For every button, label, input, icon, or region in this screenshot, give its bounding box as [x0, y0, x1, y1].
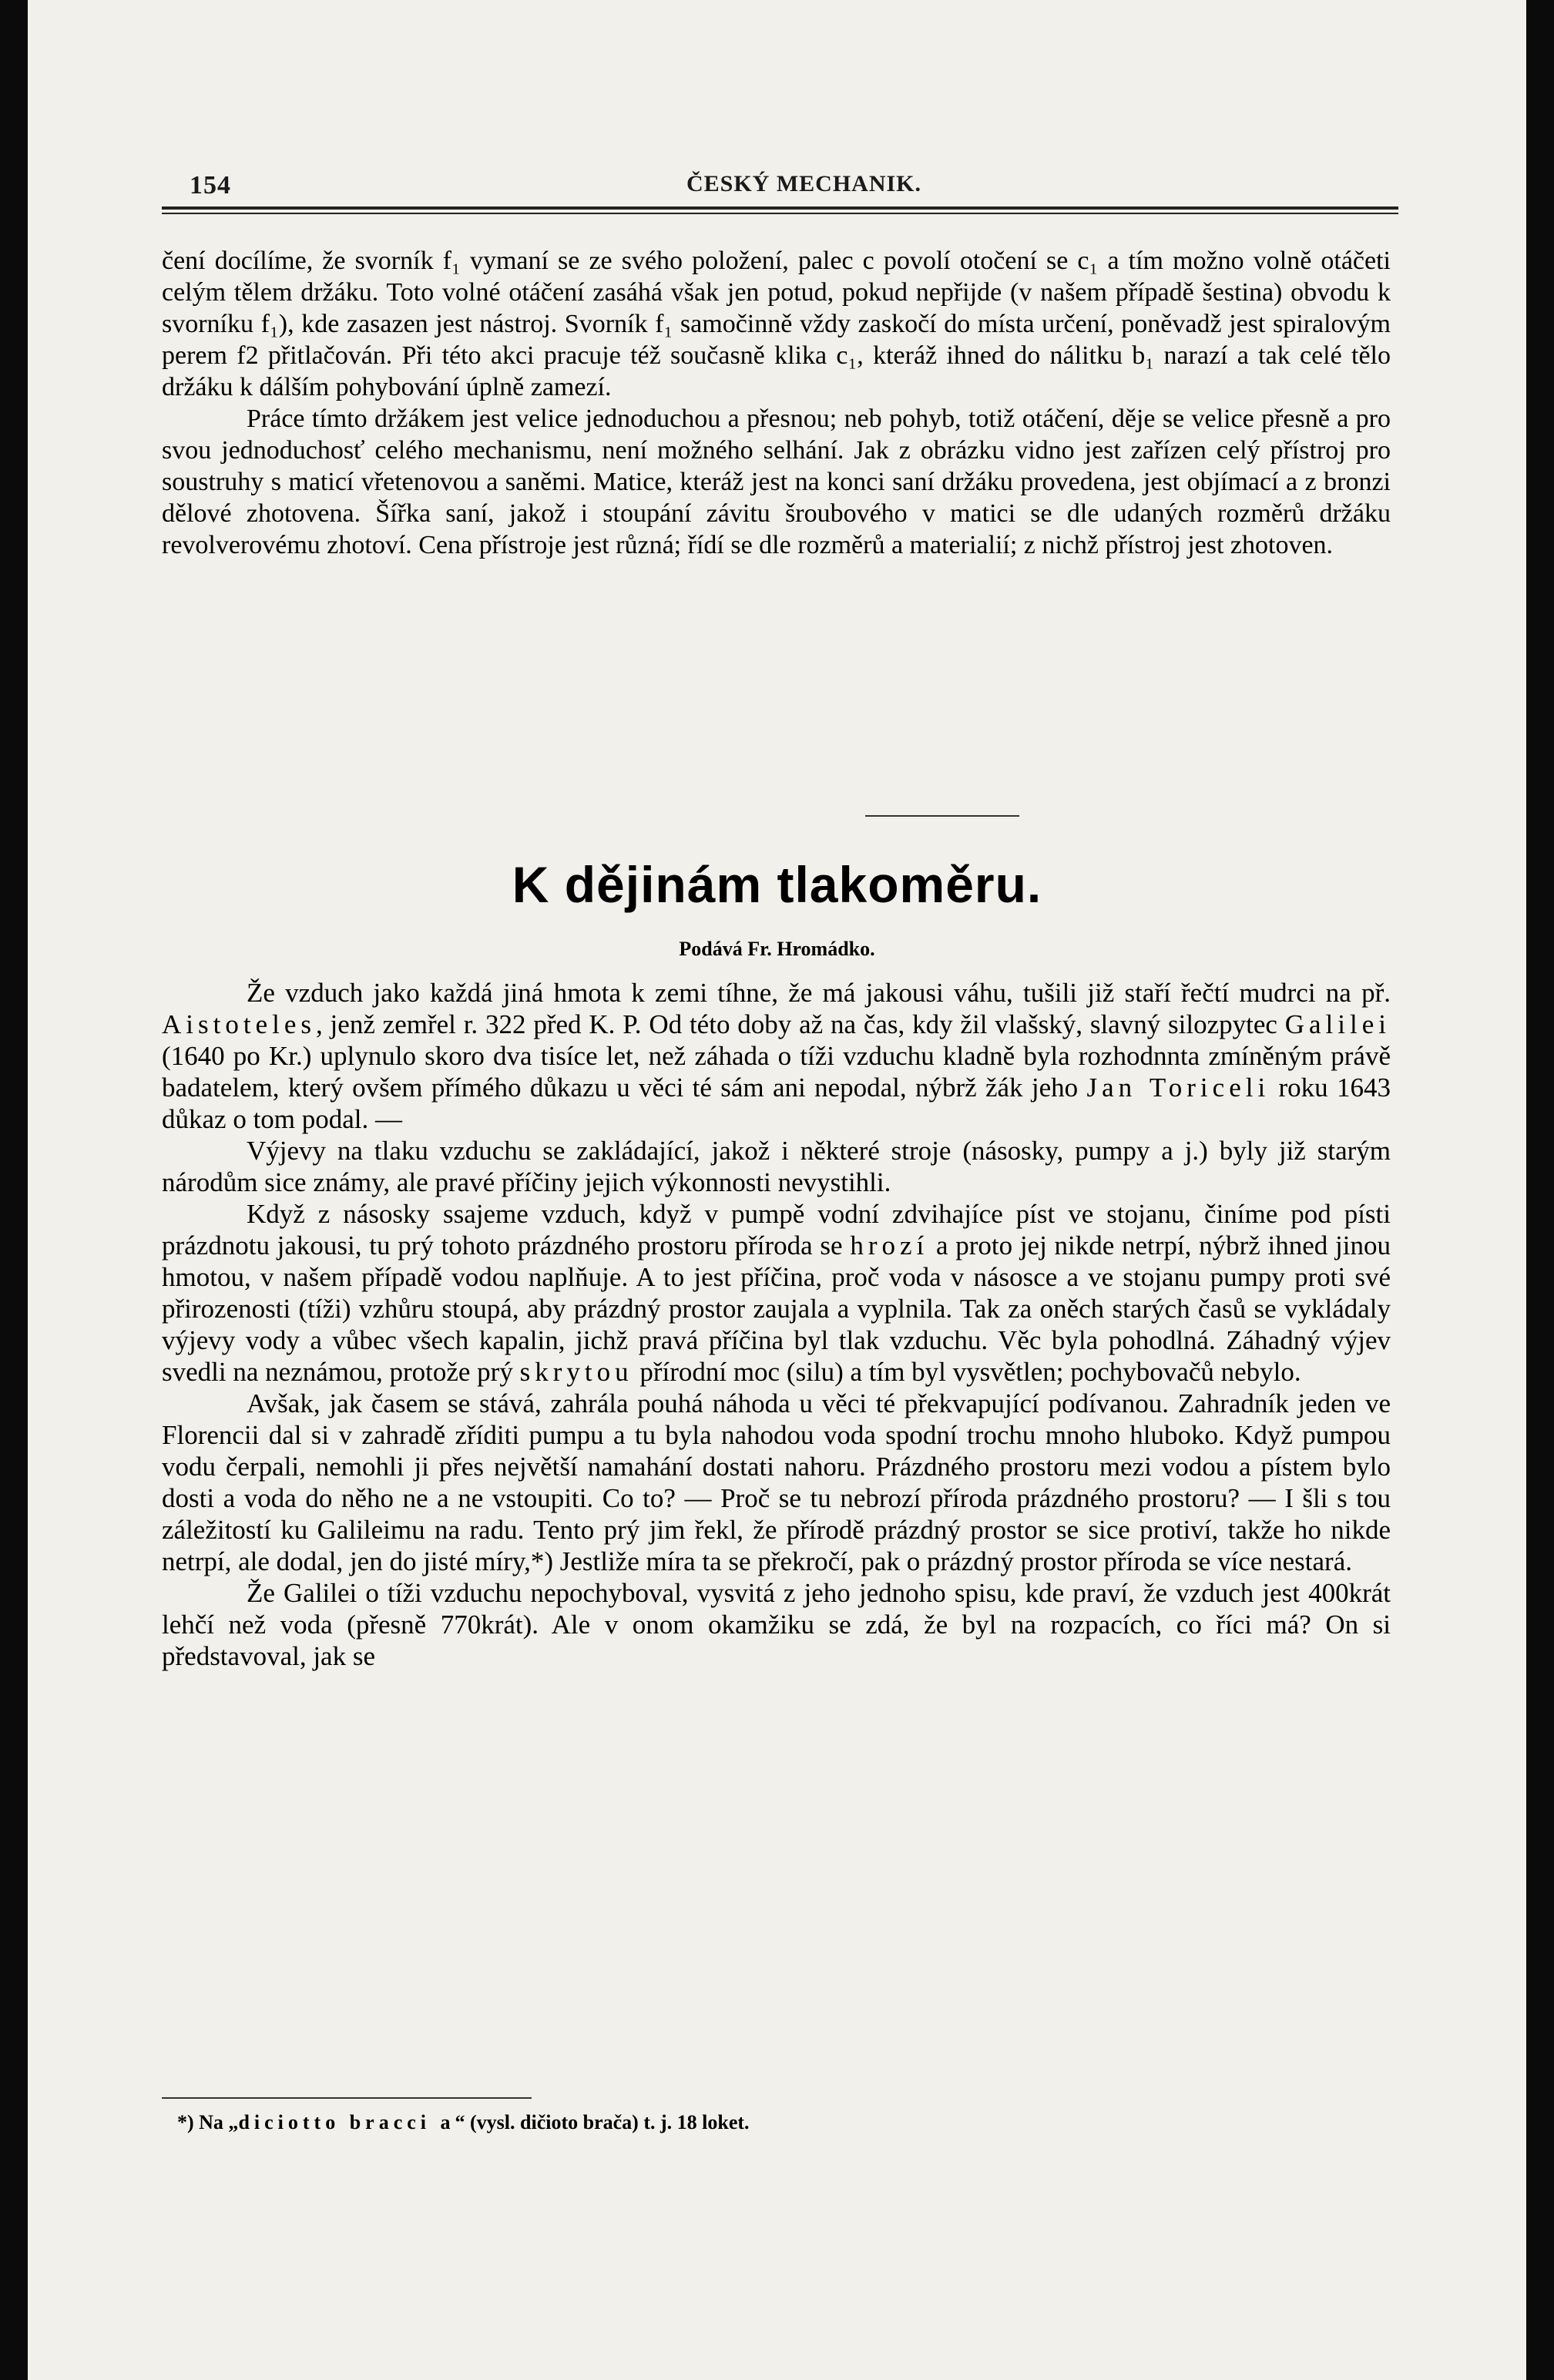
header-rule-thin	[162, 213, 1398, 214]
paragraph: Výjevy na tlaku vzduchu se zakládající, jakož i některé stroje (násosky, pumpy a j.) byly již starým národům sice známy, ale pravé příčiny jejich výkonnosti nevystihli.	[162, 1136, 1391, 1197]
paragraph: Že Galilei o tíži vzduchu nepochyboval, vysvitá z jeho jednoho spisu, kde praví, že vzduch jest 400krát lehčí než voda (přesně 770krát). Ale v onom okamžiku se zdá, že byl na rozpacích, co říci má? On si představoval, jak se	[162, 1578, 1391, 1671]
name-galilei: Galilei	[1284, 1009, 1391, 1039]
header-rule-thick	[162, 206, 1398, 210]
article-title: K dějinám tlakoměru.	[512, 856, 1042, 913]
paragraph: Avšak, jak časem se stává, zahrála pouhá náhoda u věci té překvapující podívanou. Zahradník jeden ve Florencii dal si v zahradě zříditi pumpu a tu byla nahodou voda spodní trochu mnoho hluboko. Když pumpou vodu čerpali, nemohli ji přes největší namahání dostati nahoru. Prázdného prostoru mezi vodou a pístem bylo dosti a voda do něho ne a ne vstoupiti. Co to? — Proč se tu nebrozí příroda prázdného prostoru? — I šli s tou záležitostí ku Galileimu na radu. Tento prý jim řekl, že přírodě prázdný prostor se sice protiví, takže ho nikde netrpí, ale dodal, jen do jisté míry,*) Jestliže míra ta se překročí, pak o prázdný prostor příroda se více nestará.	[162, 1388, 1391, 1576]
name-aistoteles: Aistoteles	[162, 1009, 316, 1039]
page-header	[190, 171, 1418, 202]
footnote-rule	[162, 2097, 532, 2099]
name-toriceli: Jan Toriceli	[1086, 1073, 1270, 1103]
paragraph: Když z násosky ssajeme vzduch, když v pumpě vodní zdvihajíce píst ve stojanu, činíme pod písti prázdnotu jakousi, tu prý tohoto prázdného prostoru příroda se hrozí a proto jej nikde netrpí, nýbrž ihned jinou hmotou, v našem případě vodou naplňuje. A to jest příčina, proč voda v násosce a ve stojanu pumpy proti své přirozenosti (tíži) vzhůru stoupá, aby prázdný prostor zaujala a vyplnila. Tak za oněch starých časů se vykládaly výjevy vody a vůbec všech kapalin, jichž pravá příčina byl tlak vzduchu. Věc byla pohodlná. Záhadný výjev svedli na neznámou, protože prý skrytou přírodní moc (silu) a tím byl vysvětlen; pochybovačů nebylo.	[162, 1199, 1391, 1387]
section-divider	[865, 815, 1019, 817]
page-number: 154	[190, 171, 231, 200]
paragraph: Práce tímto držákem jest velice jednoduchou a přesnou; neb pohyb, totiž otáčení, děje se velice přesně a pro svou jednoduchosť celého mechanismu, není možného selhání. Jak z obrázku vidno jest zařízen celý přístroj pro soustruhy s maticí vřetenovou a saněmi. Matice, kteráž jest na konci saní držáku provedena, jest objímací a z bronzi dělové zhotovena. Šířka saní, jakož i stoupání závitu šroubového v matici se dle udaných rozměrů držáku revolverovému zhotoví. Cena přístroje jest různá; řídí se dle rozměrů a materialií; z nichž přístroj jest zhotoven.	[162, 404, 1391, 559]
paragraph: Že vzduch jako každá jiná hmota k zemi tíhne, že má jakousi váhu, tušili již staří řečtí mudrci na př. Aistoteles, jenž zemřel r. 322 před K. P. Od této doby až na čas, kdy žil vlašský, slavný silozpytec Galilei (1640 po Kr.) uplynulo skoro dva tisíce let, než záhada o tíži vzduchu kladně byla rozhodnnta zmíněným právě badatelem, který ovšem přímého důkazu u věci té sám ani nepodal, nýbrž žák jeho Jan Toriceli roku 1643 důkaz o tom podal. —	[162, 978, 1391, 1134]
article-byline: Podává Fr. Hromádko.	[679, 938, 875, 960]
continued-text	[162, 245, 1391, 561]
footnote: *) Na „diciotto bracci a“ (vysl. dičioto brača) t. j. 18 loket.	[177, 2111, 750, 2133]
paragraph: čení docílíme, že svorník f₁ vymaní se ze svého položení, palec c povolí otočení se c₁ a tím možno volně otáčeti celým tělem držáku. Toto volné otáčení zasáhá však jen potud, pokud nepřijde (v našem případě šestina) obvodu k svorníku f₁), kde zasazen jest nástroj. Svorník f₁ samočinně vždy zaskočí do místa určení, poněvadž jest spiralovým perem f2 přitlačován. Při této akci pracuje též současně klika c₁, kteráž ihned do nálitku b₁ narazí a tak celé tělo držáku k dálším pohybování úplně zamezí.	[162, 247, 1391, 401]
running-title: ČESKÝ MECHANIK.	[686, 171, 922, 196]
article-body	[162, 977, 1391, 1672]
